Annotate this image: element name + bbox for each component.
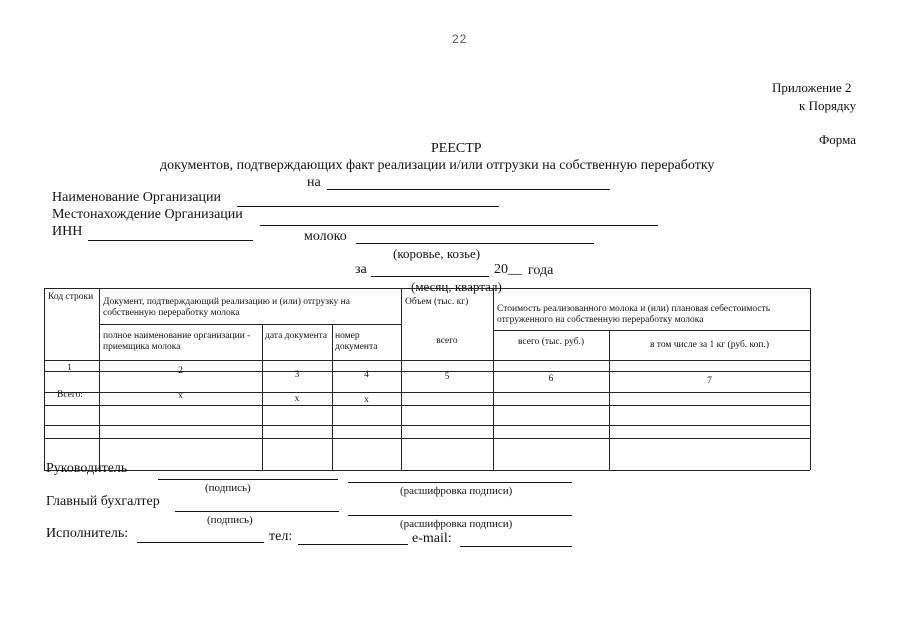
sub-doc-number-header: номер документа <box>335 331 378 352</box>
head-signature-line <box>158 479 338 480</box>
org-name-label: Наименование Организации <box>52 190 221 205</box>
on-date-line <box>327 189 610 190</box>
inn-line <box>88 240 253 241</box>
period-line <box>371 276 489 277</box>
total-x-name: x <box>178 391 183 401</box>
page-number: 22 <box>452 32 468 46</box>
email-label: e-mail: <box>412 531 452 546</box>
appendix-label: Приложение 2 <box>772 80 852 95</box>
inn-label: ИНН <box>52 224 83 239</box>
milk-hint: (коровье, козье) <box>393 246 481 261</box>
col-number-2: 2 <box>178 366 183 376</box>
to-order-label: к Порядку <box>799 98 857 113</box>
accountant-decoding-hint: (расшифровка подписи) <box>400 518 513 530</box>
col-number-5: 5 <box>444 372 450 382</box>
registry-table <box>44 288 810 470</box>
registry-title: РЕЕСТР <box>431 141 482 156</box>
chief-accountant-label: Главный бухгалтер <box>46 494 160 509</box>
period-hint: (месяц, квартал) <box>411 279 502 294</box>
year-label: года <box>528 263 554 278</box>
sub-full-name-header: полное наименование организации - приемщика молока <box>103 331 251 352</box>
total-label: Всего: <box>57 390 83 400</box>
total-x-number: x <box>364 395 369 405</box>
location-line <box>260 225 658 226</box>
col-number-4: 4 <box>364 370 369 380</box>
col-number-1: 1 <box>67 363 72 373</box>
form-label: Форма <box>819 132 856 147</box>
head-decoding-hint: (расшифровка подписи) <box>400 485 513 497</box>
executor-line <box>137 542 264 543</box>
col-cost-header: Стоимость реализованного молока и (или) плановая себестоимость отгруженного на собственную переработку молока <box>497 304 771 325</box>
location-label: Местонахождение Организации <box>52 207 243 222</box>
head-signature-hint: (подпись) <box>205 482 251 494</box>
registry-subtitle: документов, подтверждающих факт реализации и/или отгрузки на собственную переработку <box>160 158 715 173</box>
executor-label: Исполнитель: <box>46 526 129 541</box>
col-number-3: 3 <box>294 370 300 380</box>
period-for-label: за <box>355 262 367 277</box>
accountant-decoding-line <box>348 515 572 516</box>
sub-cost-total-header: всего (тыс. руб.) <box>517 337 585 347</box>
col-volume-header: Объем (тыс. кг) <box>405 297 469 307</box>
accountant-signature-line <box>175 511 339 512</box>
head-label: Руководитель <box>46 461 128 476</box>
sub-cost-per-kg-header: в том числе за 1 кг (руб. коп.) <box>649 340 770 350</box>
phone-line <box>298 544 408 545</box>
total-x-date: x <box>294 394 300 404</box>
email-line <box>460 546 572 547</box>
col-document-header: Документ, подтверждающий реализацию и (или) отгрузку на собственную переработку молока <box>103 297 350 318</box>
on-label: на <box>307 175 321 190</box>
milk-line <box>356 243 594 244</box>
year-prefix: 20__ <box>494 262 522 277</box>
col-number-7: 7 <box>707 376 712 386</box>
accountant-signature-hint: (подпись) <box>207 514 253 526</box>
phone-label: тел: <box>269 529 293 544</box>
sub-volume-total-header: всего <box>436 336 458 346</box>
milk-label: молоко <box>304 229 347 244</box>
sub-doc-date-header: дата документа <box>265 331 328 341</box>
col-row-code-header: Код строки <box>48 292 94 302</box>
col-number-6: 6 <box>548 374 554 384</box>
org-name-line <box>237 206 499 207</box>
head-decoding-line <box>348 482 572 483</box>
